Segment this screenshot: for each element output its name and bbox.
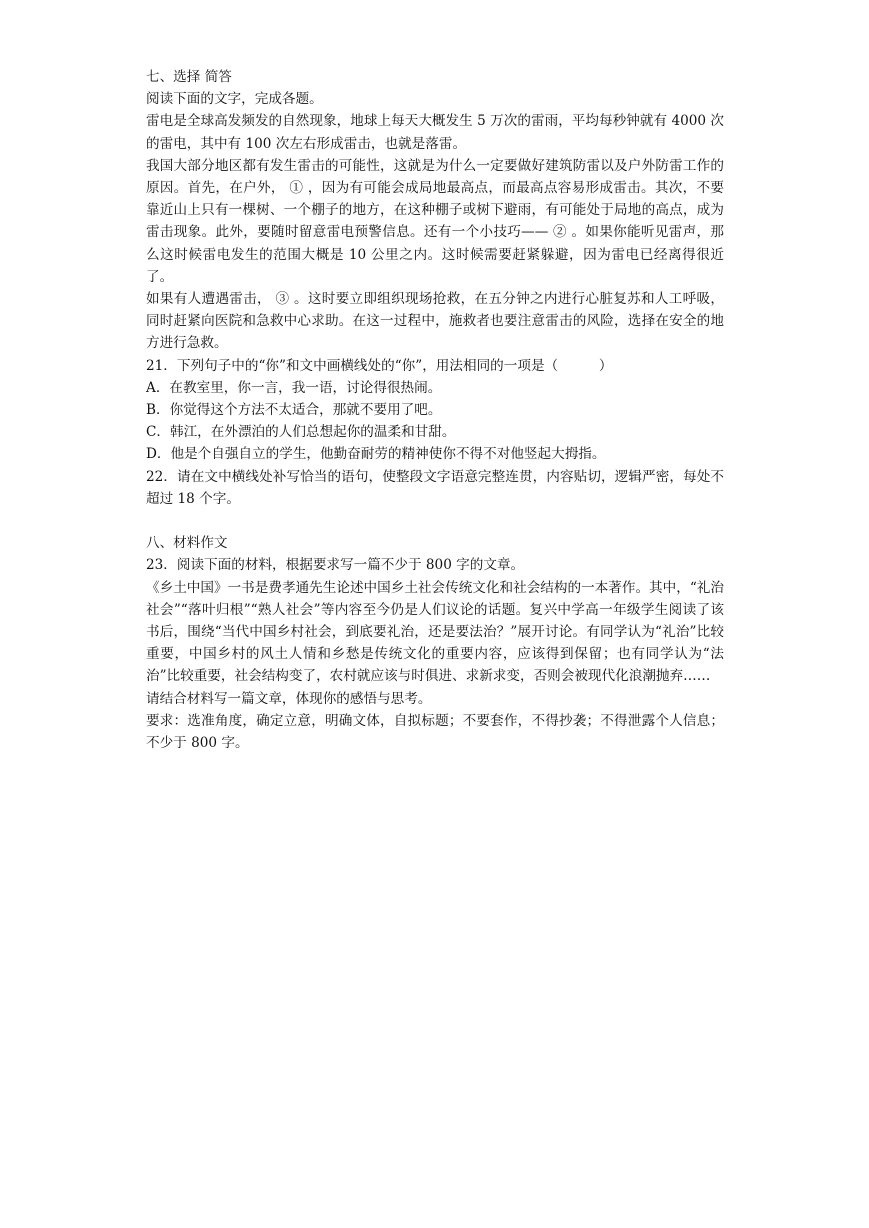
- document-page: [146, 66, 724, 754]
- essay-prompt: 请结合材料写一篇文章，体现你的感悟与思考。: [146, 690, 432, 707]
- reading-instruction: 阅读下面的文字，完成各题。: [146, 91, 323, 108]
- question-23-stem: 23．阅读下面的材料，根据要求写一篇不少于 800 字的文章。: [146, 557, 525, 574]
- passage-paragraph-1: 雷电是全球高发频发的自然现象，地球上每天大概发生 5 万次的雷雨，平均每秒钟就有 4000 次的雷电，其中有 100 次左右形成雷击，也就是落雷。: [146, 113, 724, 152]
- essay-material: 《乡土中国》一书是费孝通先生论述中国乡土社会传统文化和社会结构的一本著作。其中，“礼治社会”“落叶归根”“熟人社会”等内容至今仍是人们议论的话题。复兴中学高一年级学生阅读了该书后，围绕“当代中国乡村社会，到底要礼治，还是要法治？”展开讨论。有同学认为“礼治”比较重要，中国乡村的风土人情和乡愁是传统文化的重要内容，应该得到保留；也有同学认为“法治”比较重要，社会结构变了，农村就应该与时俱进、求新求变，否则会被现代化浪潮抛弃……: [146, 579, 724, 685]
- section-8-heading: 八、材料作文: [146, 535, 228, 552]
- passage-paragraph-3: 如果有人遭遇雷击， ③ 。这时要立即组织现场抢救，在五分钟之内进行心脏复苏和人工呼吸，同时赶紧向医院和急救中心求助。在这一过程中，施救者也要注意雷击的风险，选择在安全的地方进行急救。: [146, 291, 724, 352]
- section-gap: [146, 510, 724, 532]
- section-7-heading: 七、选择 简答: [146, 69, 232, 85]
- passage-paragraph-2: 我国大部分地区都有发生雷击的可能性，这就是为什么一定要做好建筑防雷以及户外防雷工作的原因。首先，在户外， ① ，因为有可能会成局地最高点，而最高点容易形成雷击。其次，不要靠近山上只有一棵树、一个棚子的地方，在这种棚子或树下避雨，有可能处于局地的高点，成为雷击现象。此外，要随时留意雷电预警信息。还有一个小技巧—— ② 。如果你能听见雷声，那么这时候雷电发生的范围大概是 10 公里之内。这时候需要赶紧躲避，因为雷电已经离得很近了。: [146, 157, 724, 285]
- question-21-option-c: C．韩江，在外漂泊的人们总想起你的温柔和甘甜。: [146, 424, 456, 441]
- question-21-stem: 21．下列句子中的“你”和文中画横线处的“你”，用法相同的一项是（ ）: [146, 357, 613, 374]
- question-21-option-a: A．在教室里，你一言，我一语，讨论得很热闹。: [146, 379, 442, 396]
- question-21-option-d: D．他是个自强自立的学生，他勤奋耐劳的精神使你不得不对他竖起大拇指。: [146, 446, 606, 463]
- question-22-stem: 22．请在文中横线处补写恰当的语句，使整段文字语意完整连贯，内容贴切，逻辑严密，每处不超过 18 个字。: [146, 468, 724, 507]
- question-21-option-b: B．你觉得这个方法不太适合，那就不要用了吧。: [146, 402, 442, 419]
- essay-requirements: 要求：选准角度，确定立意，明确文体，自拟标题；不要套作，不得抄袭；不得泄露个人信息；不少于 800 字。: [146, 712, 724, 752]
